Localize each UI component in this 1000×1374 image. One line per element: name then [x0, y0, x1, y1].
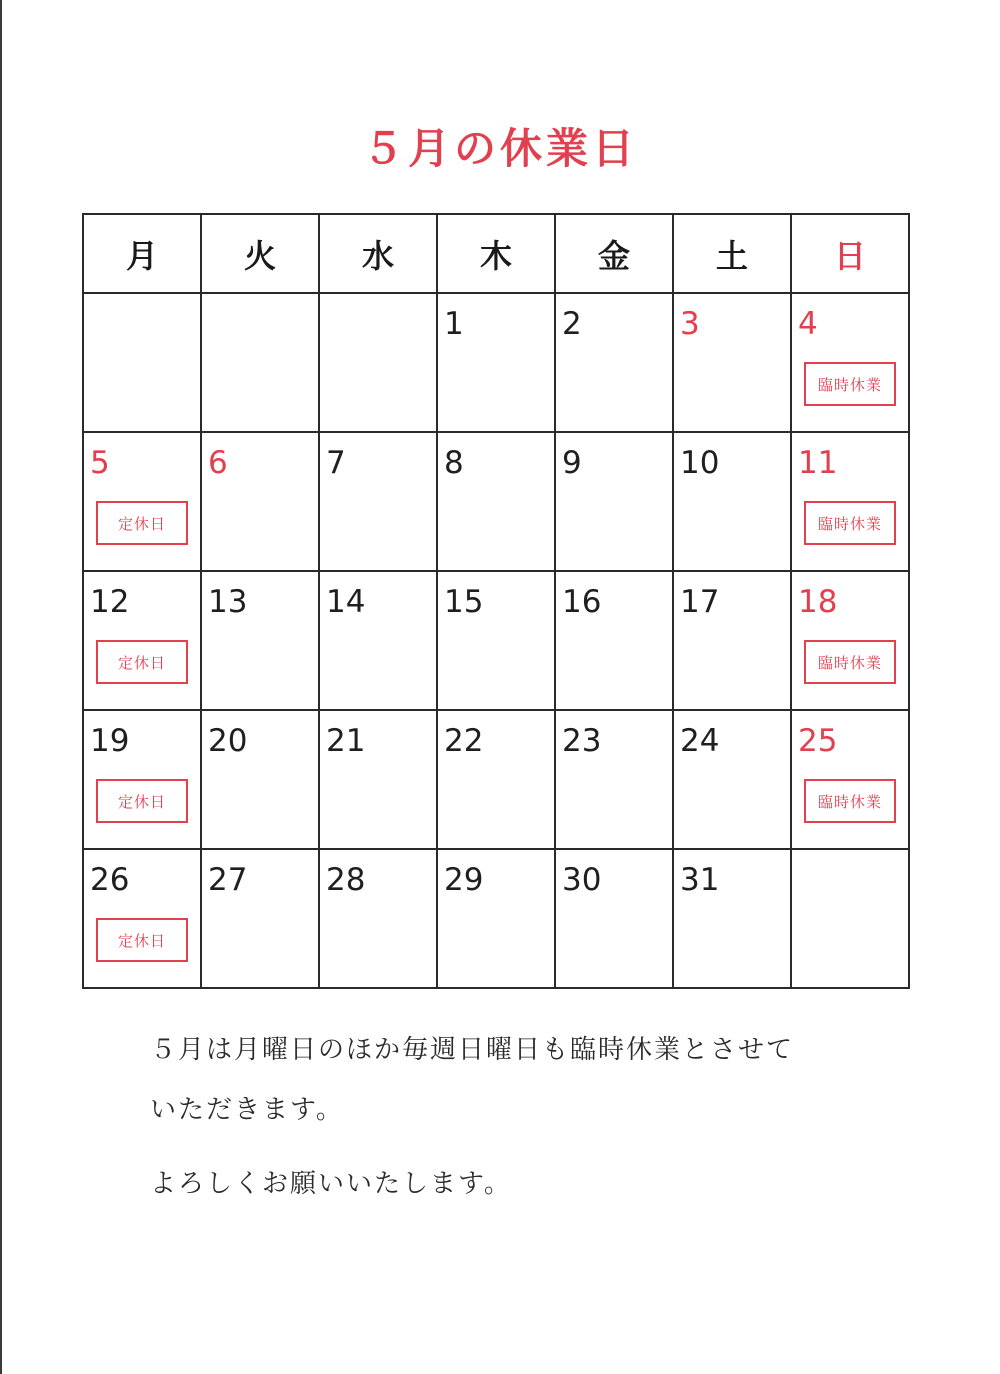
day-number: 8: [444, 445, 464, 481]
day-number: 12: [90, 584, 130, 620]
notice-closing: よろしくお願いいたします。: [150, 1169, 512, 1199]
day-number: 9: [562, 445, 582, 481]
day-number: 7: [326, 445, 346, 481]
day-number: 29: [444, 862, 484, 898]
day-number: 17: [680, 584, 720, 620]
notice-line-2: いただきます。: [150, 1095, 344, 1125]
day-cell: [83, 849, 201, 988]
temporary-closure-stamp: 臨時休業: [804, 362, 896, 406]
temporary-closure-stamp: 臨時休業: [804, 779, 896, 823]
day-number: 19: [90, 723, 130, 759]
empty-day-cell: [791, 849, 909, 988]
day-cell: [673, 849, 791, 988]
day-cell: [791, 293, 909, 432]
empty-day-cell: [319, 293, 437, 432]
empty-day-cell: [201, 293, 319, 432]
day-number: 11: [798, 445, 838, 481]
day-cell: [673, 710, 791, 849]
weekday-fri: 金: [555, 214, 673, 293]
week-row: [83, 571, 909, 710]
calendar-body: [83, 293, 909, 988]
day-number: 26: [90, 862, 130, 898]
day-cell: [673, 432, 791, 571]
day-number: 3: [680, 306, 700, 342]
temporary-closure-stamp: 臨時休業: [804, 640, 896, 684]
day-number: 14: [326, 584, 366, 620]
calendar-header: [83, 214, 909, 293]
day-number: 13: [208, 584, 248, 620]
week-row: [83, 293, 909, 432]
day-cell: [437, 293, 555, 432]
day-number: 25: [798, 723, 838, 759]
day-number: 21: [326, 723, 366, 759]
day-cell: [437, 710, 555, 849]
weekday-mon: 月: [83, 214, 201, 293]
day-cell: [791, 432, 909, 571]
day-cell: [201, 432, 319, 571]
temporary-closure-stamp: 臨時休業: [804, 501, 896, 545]
day-cell: [319, 849, 437, 988]
day-cell: [437, 571, 555, 710]
day-cell: [83, 710, 201, 849]
day-number: 20: [208, 723, 248, 759]
day-number: 23: [562, 723, 602, 759]
day-cell: [319, 571, 437, 710]
day-cell: [673, 293, 791, 432]
day-number: 27: [208, 862, 248, 898]
day-cell: [555, 710, 673, 849]
day-number: 5: [90, 445, 110, 481]
weekday-sat: 土: [673, 214, 791, 293]
page-title: ５月の休業日: [361, 124, 638, 174]
day-cell: [555, 571, 673, 710]
day-number: 15: [444, 584, 484, 620]
day-number: 1: [444, 306, 464, 342]
day-cell: [791, 571, 909, 710]
day-number: 6: [208, 445, 228, 481]
page-edge: [0, 0, 2, 1374]
day-number: 28: [326, 862, 366, 898]
week-row: [83, 710, 909, 849]
calendar-table: [82, 213, 910, 989]
empty-day-cell: [83, 293, 201, 432]
day-cell: [83, 571, 201, 710]
day-number: 4: [798, 306, 818, 342]
day-cell: [319, 432, 437, 571]
day-cell: [791, 710, 909, 849]
day-number: 10: [680, 445, 720, 481]
notice-line-1: ５月は月曜日のほか毎週日曜日も臨時休業とさせて: [150, 1035, 795, 1065]
day-cell: [319, 710, 437, 849]
regular-holiday-stamp: 定休日: [96, 640, 188, 684]
day-number: 2: [562, 306, 582, 342]
day-cell: [673, 571, 791, 710]
weekday-tue: 火: [201, 214, 319, 293]
day-number: 31: [680, 862, 720, 898]
regular-holiday-stamp: 定休日: [96, 779, 188, 823]
day-cell: [83, 432, 201, 571]
weekday-row: [83, 214, 909, 293]
week-row: [83, 432, 909, 571]
day-cell: [437, 432, 555, 571]
weekday-thu: 木: [437, 214, 555, 293]
week-row: [83, 849, 909, 988]
day-number: 18: [798, 584, 838, 620]
day-cell: [201, 710, 319, 849]
day-number: 24: [680, 723, 720, 759]
day-cell: [201, 849, 319, 988]
weekday-sun: 日: [791, 214, 909, 293]
regular-holiday-stamp: 定休日: [96, 501, 188, 545]
day-number: 22: [444, 723, 484, 759]
notice: [150, 1020, 870, 1214]
day-cell: [201, 571, 319, 710]
day-cell: [555, 432, 673, 571]
day-cell: [437, 849, 555, 988]
regular-holiday-stamp: 定休日: [96, 918, 188, 962]
day-cell: [555, 293, 673, 432]
weekday-wed: 水: [319, 214, 437, 293]
day-number: 16: [562, 584, 602, 620]
day-number: 30: [562, 862, 602, 898]
day-cell: [555, 849, 673, 988]
